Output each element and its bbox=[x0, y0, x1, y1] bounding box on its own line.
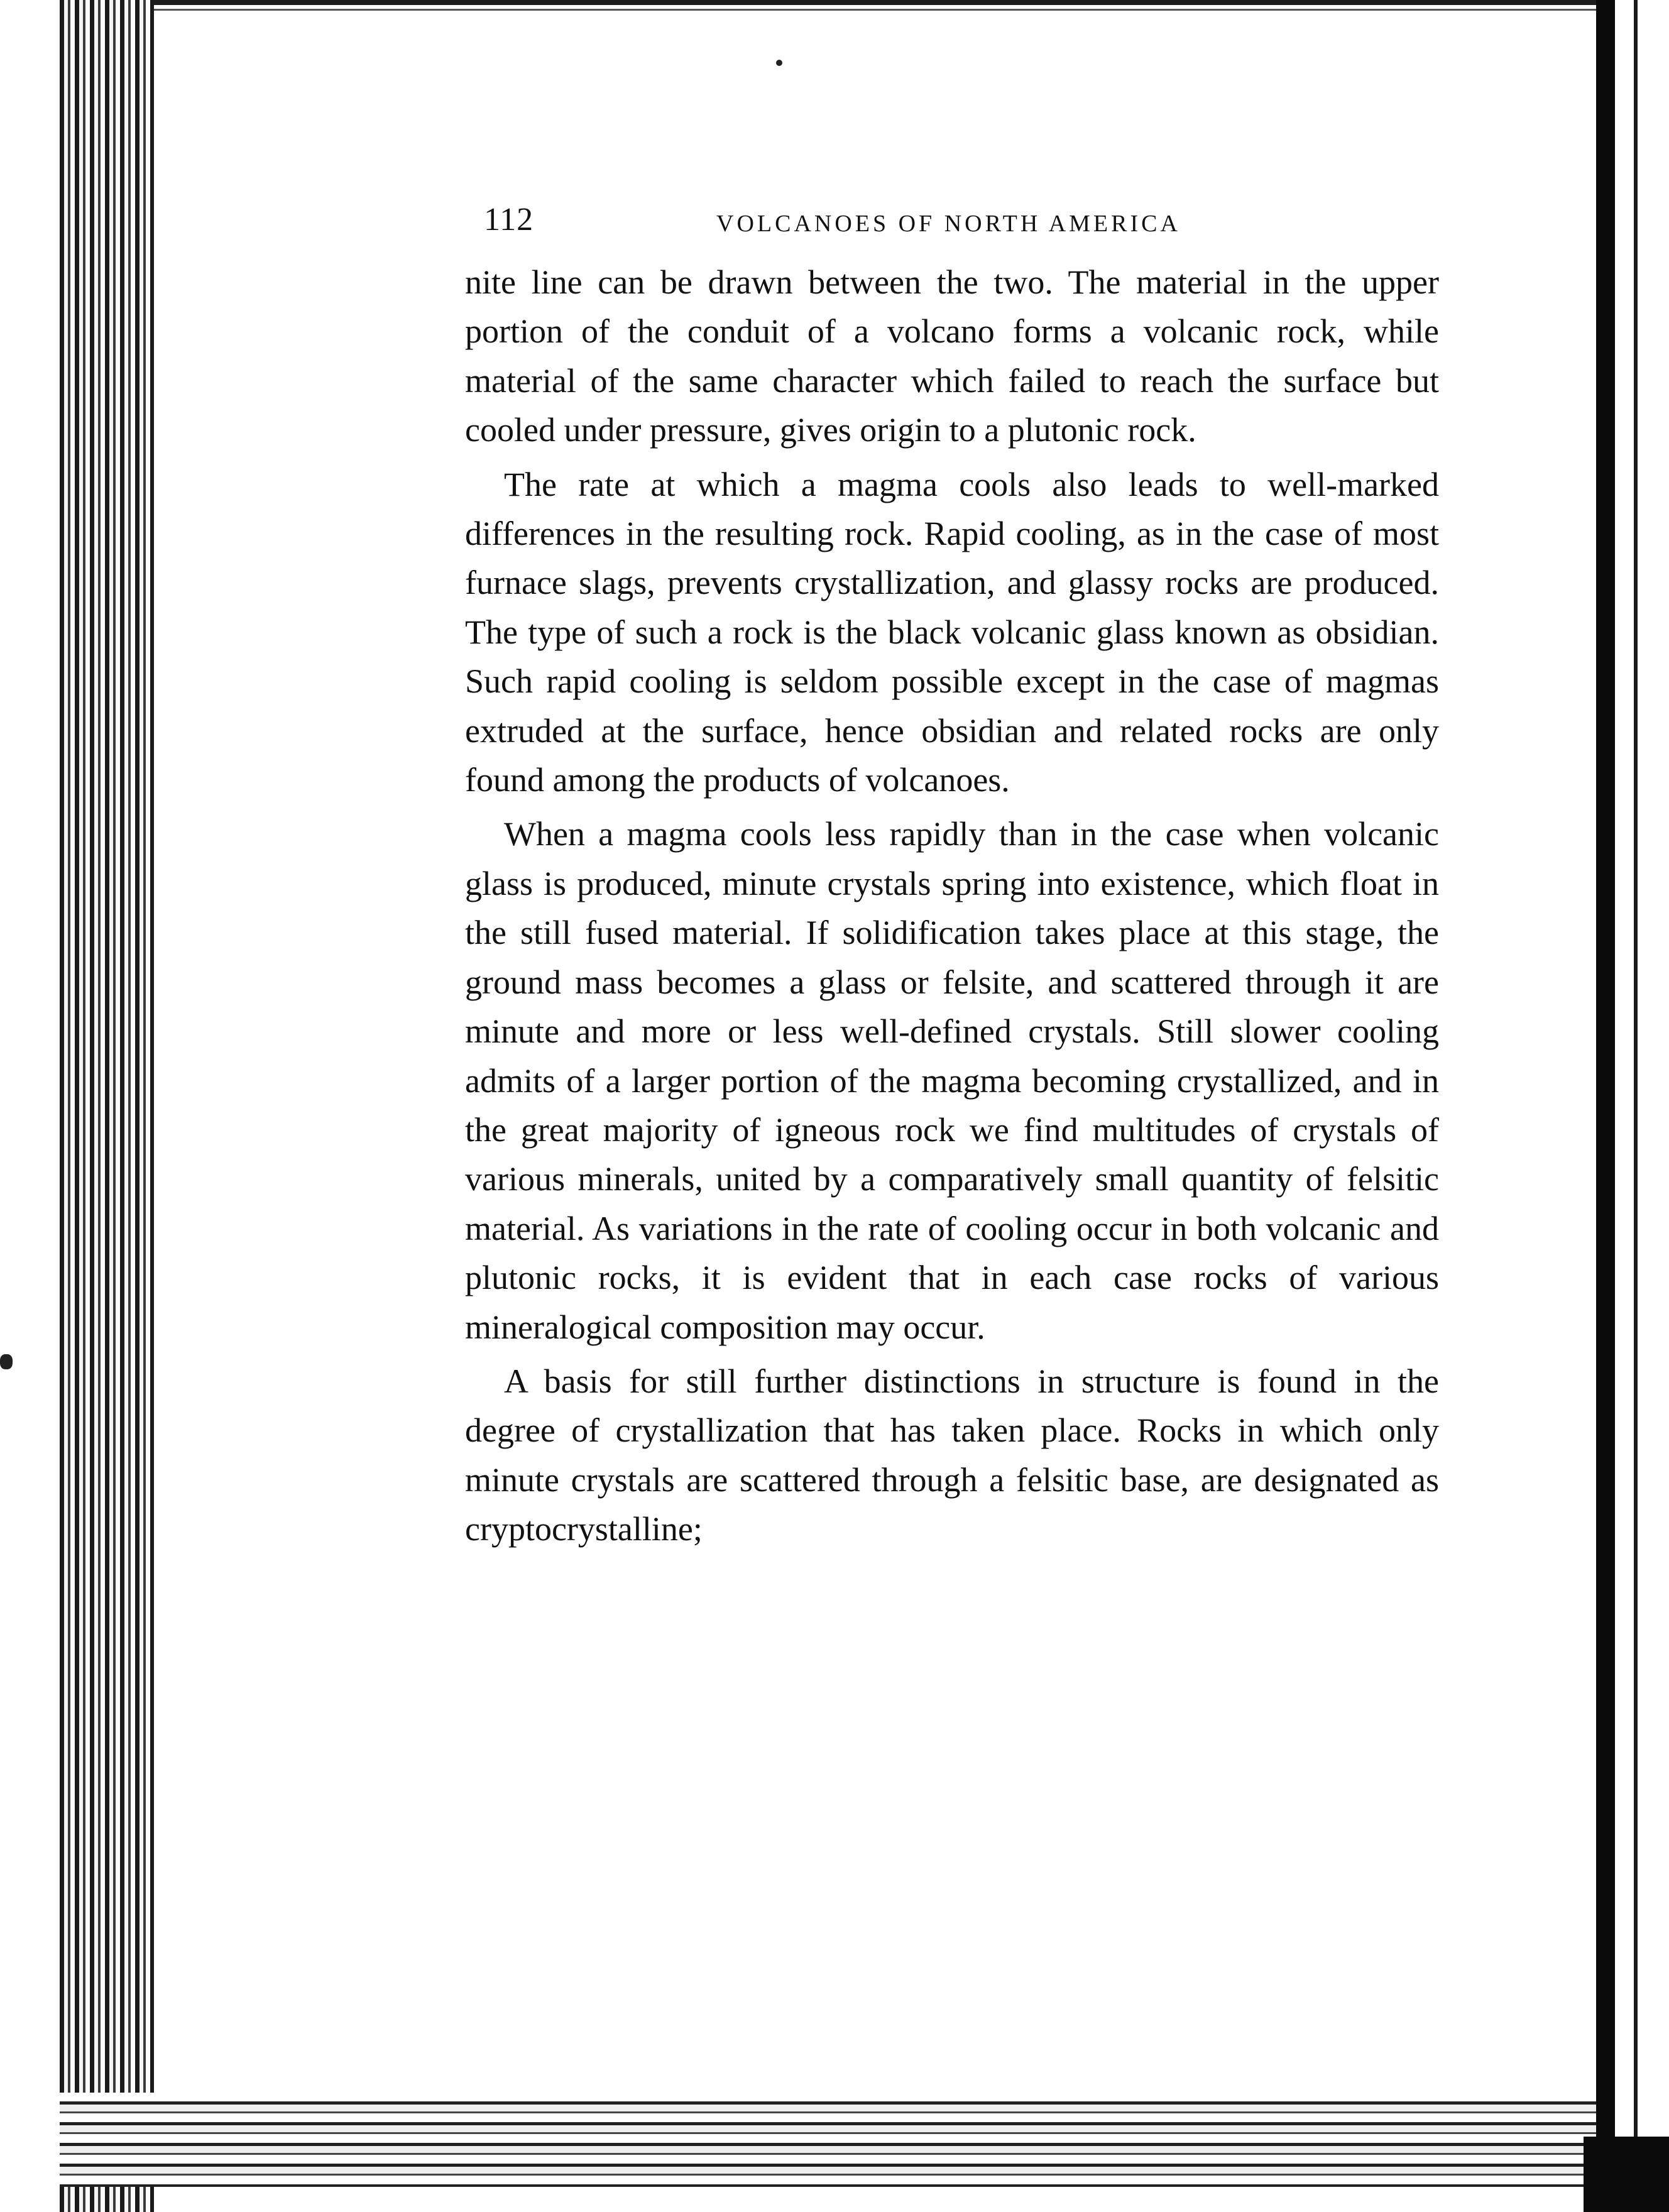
facing-page-gutter bbox=[1596, 0, 1615, 2181]
facing-page-strip bbox=[1615, 25, 1669, 2149]
book-spine bbox=[0, 0, 60, 2212]
page-content bbox=[465, 201, 1439, 1559]
facing-page-edge bbox=[1634, 0, 1638, 2212]
scan-speck bbox=[776, 60, 782, 66]
paragraph-2: The rate at which a magma cools also leads to well-marked differences in the resulting rock. Rapid cooling, as in the case of most furnace slags, prevents crystallization, and glassy rocks are produced. The type of such a rock is the black volcanic glass known as obsidian. Such rapid cooling is seldom possible except in the case of magmas extruded at the surface, hence obsidian and related rocks are only found among the products of volcanoes. bbox=[465, 465, 1439, 799]
page-edge-top bbox=[154, 0, 1599, 14]
paragraph-1: nite line can be drawn between the two. The material in the upper portion of the conduit of a volcano forms a volcanic rock, while material of the same character which failed to reach the surface but cooled under pressure, gives origin to a plutonic rock. bbox=[465, 263, 1439, 449]
page-number: 112 bbox=[484, 202, 534, 238]
page-edges-bottom bbox=[60, 2093, 1606, 2187]
running-title: VOLCANOES OF NORTH AMERICA bbox=[716, 211, 1181, 237]
paragraph-3: When a magma cools less rapidly than in the case when volcanic glass is produced, minute crystals spring into existence, which float in the still fused material. If solidification takes place at this stage, the ground mass becomes a glass or felsite, and scattered through it are minute and more or less well-defined crystals. Still slower cooling admits of a larger portion of the magma becoming crystallized, and in the great majority of igneous rock we find multitudes of crystals of various minerals, united by a comparatively small quantity of felsitic material. As variations in the rate of cooling occur in both volcanic and plutonic rocks, it is evident that in each case rocks of various mineralogical composition may occur. bbox=[465, 815, 1439, 1346]
page-edges-left bbox=[60, 0, 154, 2212]
scan-speck-spine bbox=[0, 1354, 13, 1369]
corner-shadow bbox=[1584, 2137, 1669, 2212]
running-head bbox=[465, 201, 1439, 258]
paragraph-4: A basis for still further distinctions in structure is found in the degree of crystallization that has taken place. Rocks in which only minute crystals are scattered through a felsitic base, are designated as cryptocrystalline; bbox=[465, 1362, 1439, 1548]
